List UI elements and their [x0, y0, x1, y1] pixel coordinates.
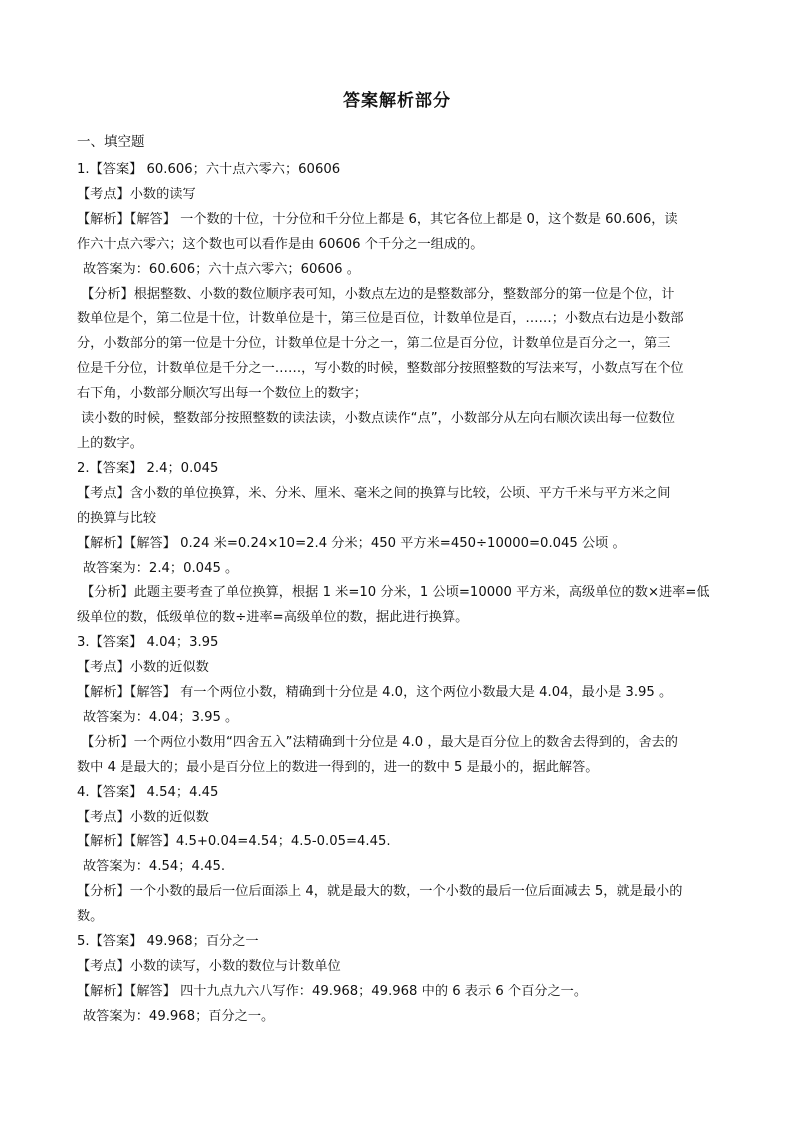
conclusion-line: 故答案为：4.54；4.45. — [83, 859, 226, 875]
solution-line: 【解析】【解答】 一个数的十位，十分位和千分位上都是 6，其它各位上都是 0，这个数是 60.606，读 — [77, 211, 678, 227]
answer-line: 5.【答案】 49.968；百分之一 — [77, 934, 259, 950]
analysis-line: 位是千分位，计数单位是千分之一……，写小数的时候，整数部分按照整数的写法来写，小数点写在个位 — [77, 361, 684, 377]
conclusion-line: 故答案为：2.4；0.045 。 — [83, 560, 239, 576]
topic-line: 的换算与比较 — [77, 510, 157, 526]
conclusion-line: 故答案为：60.606；六十点六零六；60606 。 — [83, 261, 360, 277]
solution-line: 作六十点六零六；这个数也可以看作是由 60606 个千分之一组成的。 — [77, 236, 484, 252]
conclusion-line: 故答案为：49.968；百分之一。 — [83, 1008, 275, 1024]
conclusion-line: 故答案为：4.04；3.95 。 — [83, 709, 239, 725]
solution-line: 【解析】【解答】 0.24 米=0.24×10=2.4 分米；450 平方米=450÷10000=0.045 公顷 。 — [77, 535, 626, 551]
answer-line: 4.【答案】 4.54；4.45 — [77, 784, 219, 800]
topic-line: 【考点】小数的近似数 — [77, 809, 209, 825]
topic-line: 【考点】小数的读写，小数的数位与计数单位 — [77, 959, 341, 974]
topic-line: 【考点】含小数的单位换算，米、分米、厘米、毫米之间的换算与比较，公顷、平方千米与平方米之间 — [77, 485, 671, 501]
analysis-line: 读小数的时候，整数部分按照整数的读法读，小数点读作“点”，小数部分从左向右顺次读出每一位数位 — [81, 411, 675, 427]
solution-line: 【解析】【解答】 有一个两位小数，精确到十分位是 4.0，这个两位小数最大是 4.04，最小是 3.95 。 — [77, 685, 673, 701]
page-title: 答案解析部分 — [343, 91, 451, 111]
analysis-line: 【分析】此题主要考查了单位换算，根据 1 米=10 分米，1 公顷=10000 平方米，高级单位的数×进率=低 — [81, 585, 710, 601]
analysis-line: 分，小数部分的第一位是十分位，计数单位是十分之一，第二位是百分位，计数单位是百分之一，第三 — [77, 336, 671, 352]
answer-line: 1.【答案】 60.606；六十点六零六；60606 — [77, 162, 341, 177]
analysis-line: 数单位是个，第二位是十位，计数单位是十，第三位是百位，计数单位是百，……；小数点右边是小数部 — [77, 311, 684, 327]
analysis-line: 右下角，小数部分顺次写出每一个数位上的数字； — [77, 386, 368, 402]
topic-line: 【考点】小数的近似数 — [77, 660, 209, 676]
analysis-line: 【分析】一个两位小数用“四舍五入”法精确到十分位是 4.0 ，最大是百分位上的数舍去得到的，舍去的 — [81, 734, 678, 750]
topic-line: 【考点】小数的读写 — [77, 186, 196, 202]
analysis-line: 数中 4 是最大的；最小是百分位上的数进一得到的，进一的数中 5 是最小的，据此解答。 — [77, 759, 599, 775]
solution-line: 【解析】【解答】4.5+0.04=4.54；4.5-0.05=4.45. — [77, 834, 391, 850]
analysis-line: 【分析】根据整数、小数的数位顺序表可知，小数点左边的是整数部分，整数部分的第一位是个位，计 — [81, 286, 675, 302]
answer-line: 2.【答案】 2.4；0.045 — [77, 460, 219, 476]
answer-content — [77, 158, 717, 1030]
analysis-line: 上的数字。 — [77, 435, 143, 451]
solution-line: 【解析】【解答】 四十九点九六八写作：49.968；49.968 中的 6 表示 6 个百分之一。 — [77, 983, 588, 999]
analysis-line: 级单位的数，低级单位的数÷进率=高级单位的数，据此进行换算。 — [77, 610, 469, 626]
analysis-line: 【分析】一个小数的最后一位后面添上 4，就是最大的数，一个小数的最后一位后面减去 5，就是最小的 — [77, 884, 683, 900]
analysis-line: 数。 — [77, 909, 104, 925]
answer-line: 3.【答案】 4.04；3.95 — [77, 635, 219, 651]
section-heading: 一、填空题 — [77, 134, 145, 150]
